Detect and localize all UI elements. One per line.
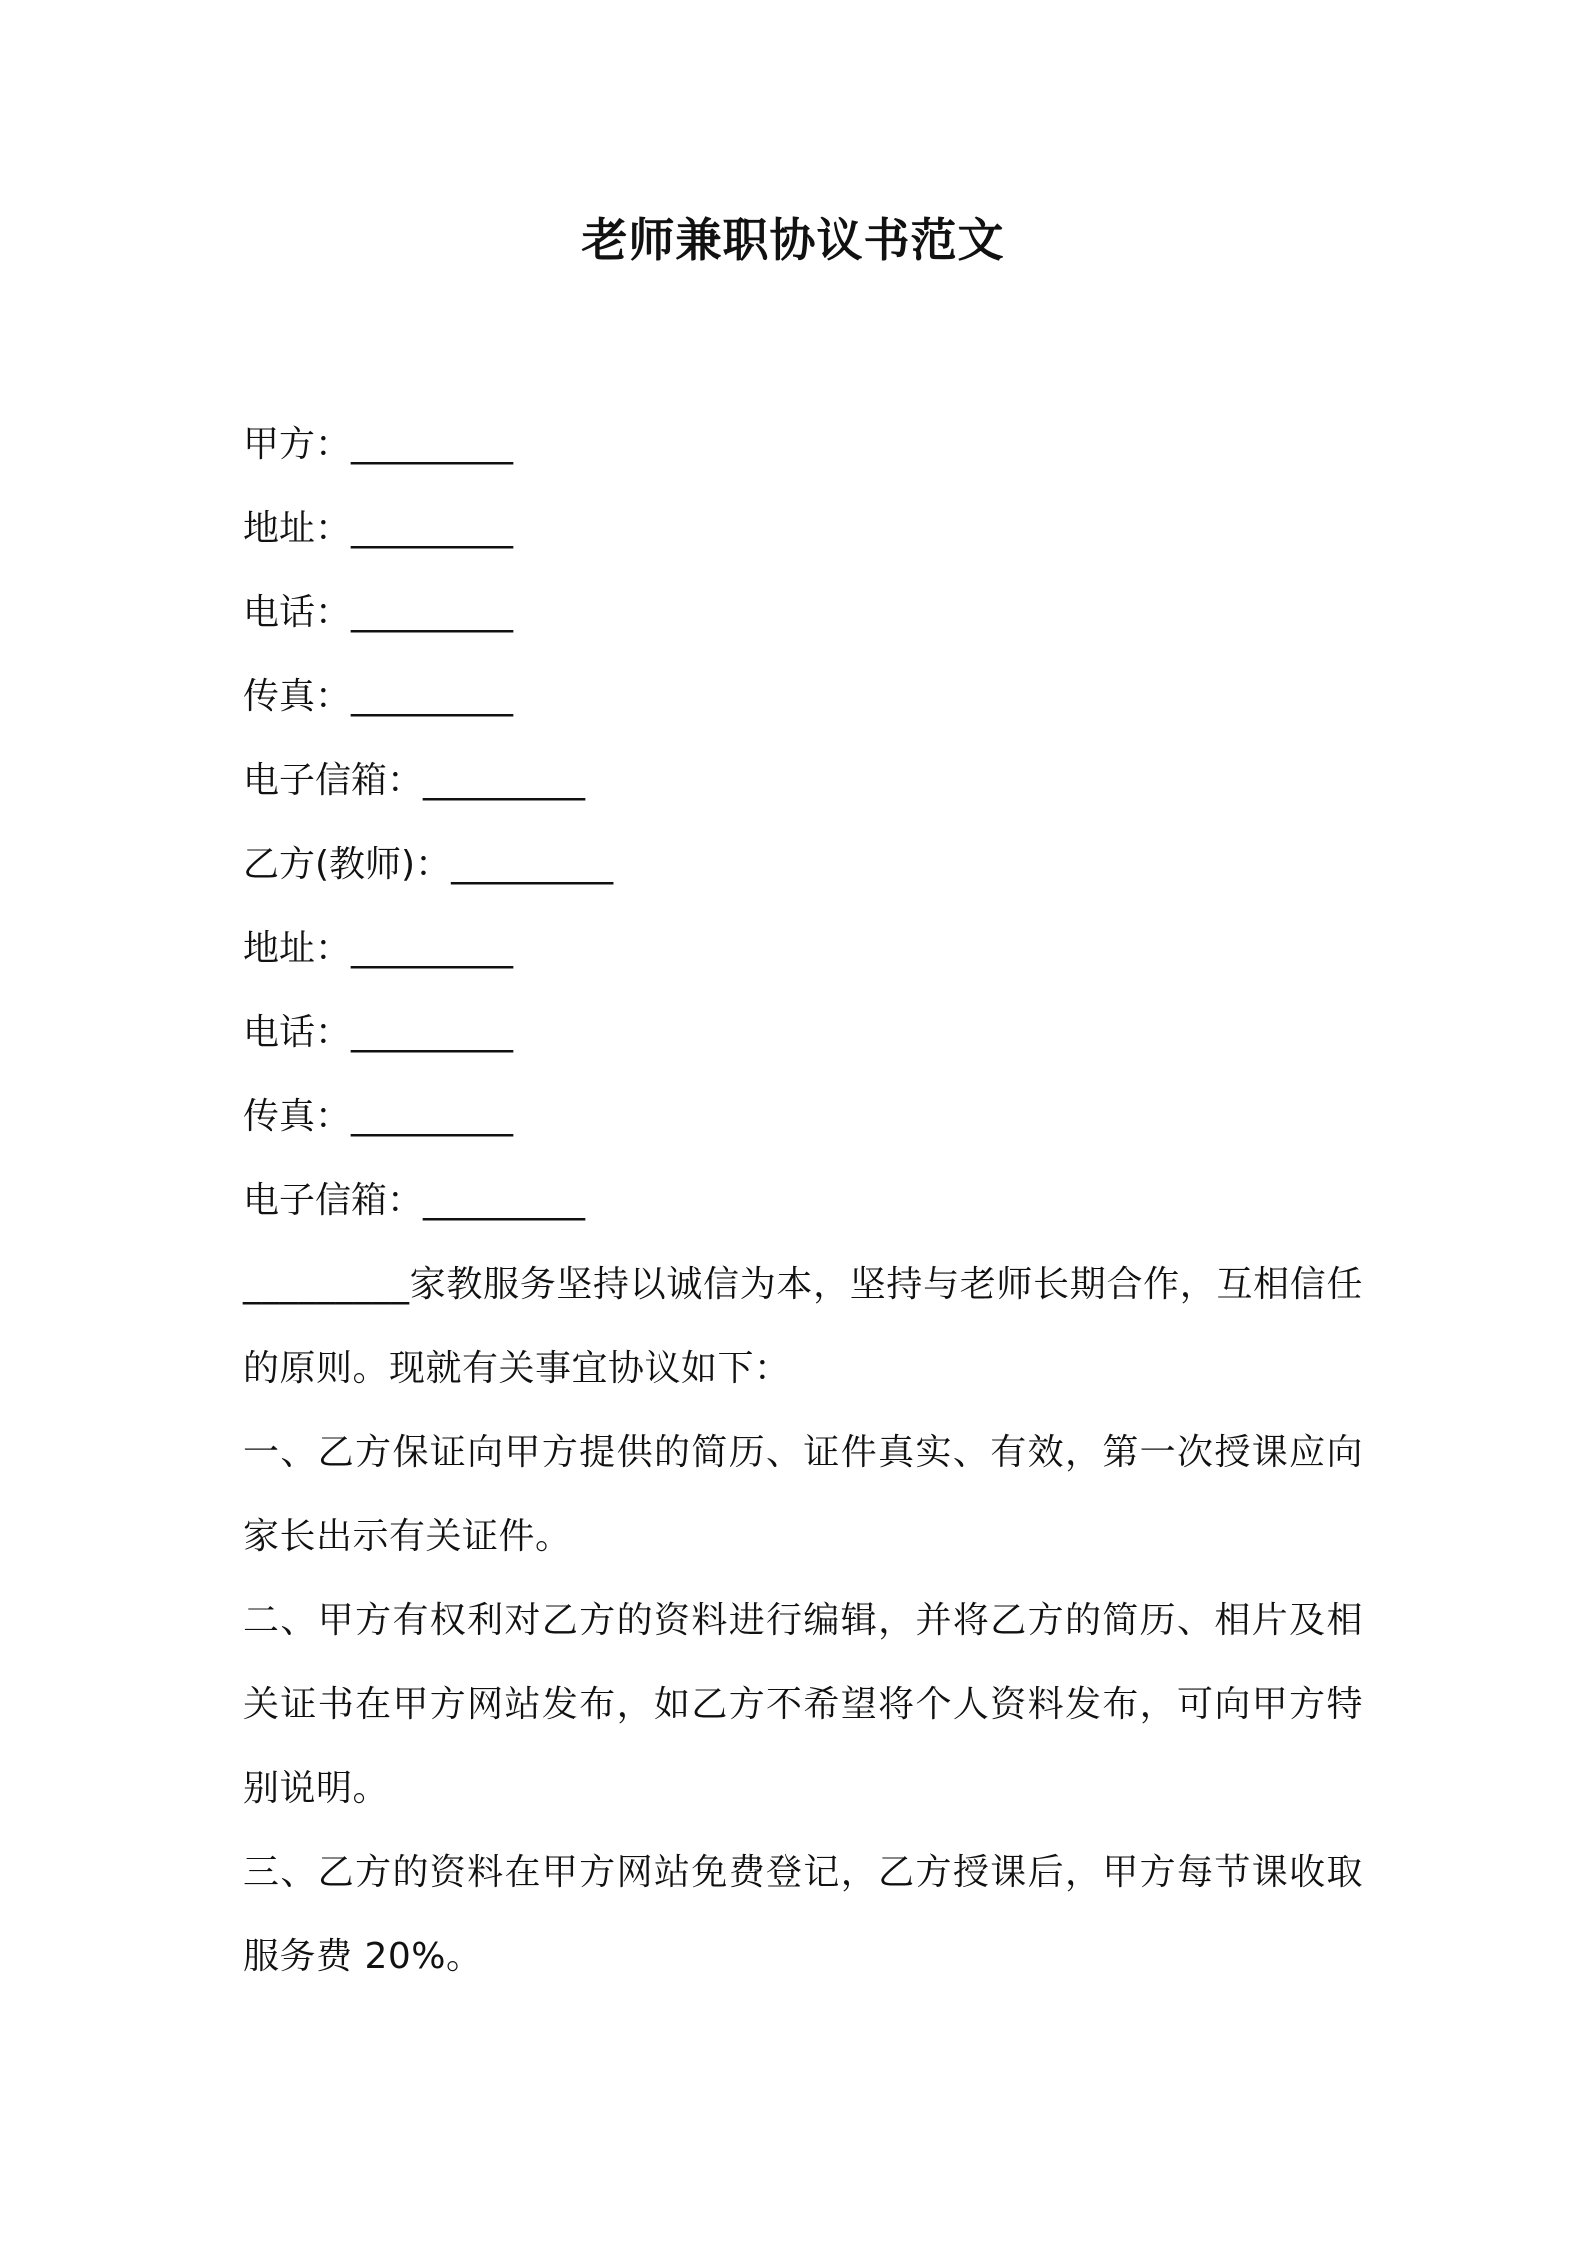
document-title: 老师兼职协议书范文 bbox=[581, 213, 1005, 267]
clause-2: 二、甲方有权利对乙方的资料进行编辑，并将乙方的简历、相片及相关证书在甲方网站发布，如乙方不希望将个人资料发布，可向甲方特别说明。 bbox=[243, 1600, 1363, 1809]
party-b-email-field: 电子信箱：_________ bbox=[243, 1180, 586, 1221]
party-b-phone-field: 电话：_________ bbox=[243, 1012, 514, 1053]
document-body bbox=[243, 403, 1363, 1999]
party-a-address-field: 地址：_________ bbox=[243, 508, 514, 549]
intro-paragraph: _________家教服务坚持以诚信为本，坚持与老师长期合作，互相信任的原则。现就有关事宜协议如下： bbox=[243, 1264, 1363, 1389]
party-a-email-field: 电子信箱：_________ bbox=[243, 760, 586, 801]
party-b-name-field: 乙方(教师)：_________ bbox=[243, 844, 614, 885]
clause-3: 三、乙方的资料在甲方网站免费登记，乙方授课后，甲方每节课收取服务费 20%。 bbox=[243, 1852, 1363, 1977]
party-a-block bbox=[243, 403, 1363, 823]
party-b-block bbox=[243, 823, 1363, 1243]
party-a-name-field: 甲方：_________ bbox=[243, 424, 514, 465]
party-b-address-field: 地址：_________ bbox=[243, 928, 514, 969]
party-a-fax-field: 传真：_________ bbox=[243, 676, 514, 717]
party-b-fax-field: 传真：_________ bbox=[243, 1096, 514, 1137]
clause-1: 一、乙方保证向甲方提供的简历、证件真实、有效，第一次授课应向家长出示有关证件。 bbox=[243, 1432, 1363, 1557]
party-a-phone-field: 电话：_________ bbox=[243, 592, 514, 633]
